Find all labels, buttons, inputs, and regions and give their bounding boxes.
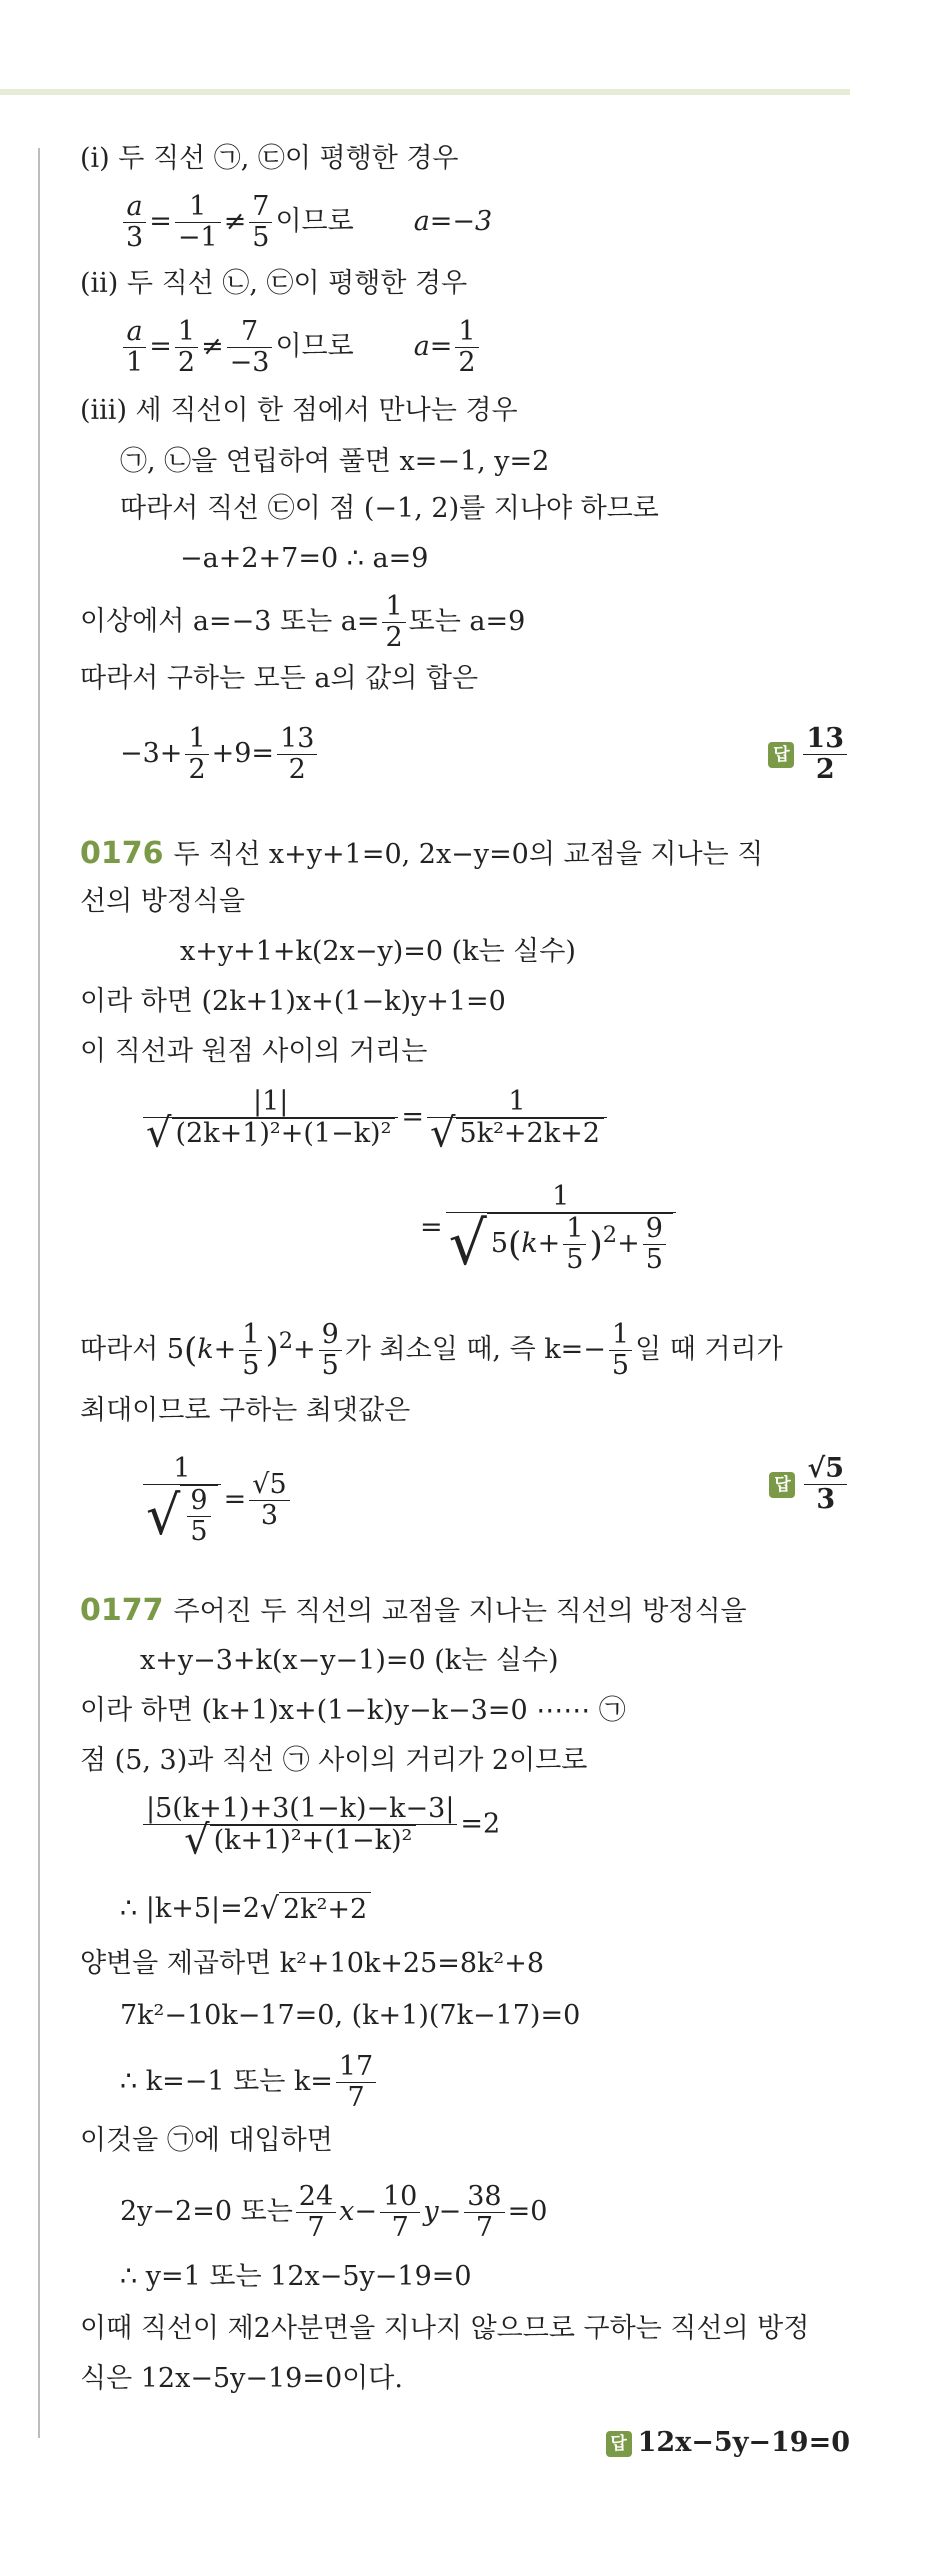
problem-0177-intro: 0177 주어진 두 직선의 교점을 지나는 직선의 방정식을 [80, 1593, 747, 1628]
case-1-heading: (ⅰ) 두 직선 ㉠, ㉢이 평행한 경우 [80, 143, 459, 174]
distance-equation: $\frac{|5(k+1)+3(1-k)-k-3|}{\text{√ (k+1)²+(1−k)²}}$ =2 [140, 1794, 500, 1856]
k-solution: ∴ k=−1 또는 k= $\frac{17}{7}$ [120, 2052, 379, 2113]
abs-equation: ∴ |k+5|=2√ 2k²+2 [120, 1892, 371, 1927]
max-intro: 최대이므로 구하는 최댓값은 [80, 1395, 411, 1426]
sum-intro: 따라서 구하는 모든 a의 값의 합은 [80, 663, 479, 694]
problem-0176-intro: 0176 두 직선 x+y+1=0, 2x−y=0의 교점을 지나는 직 [80, 836, 764, 871]
sum-equation: −3+ $\frac{1}{2}$ +9= $\frac{13}{2}$ [120, 724, 320, 785]
case-3-condition: 따라서 직선 ㉢이 점 (−1, 2)를 지나야 하므로 [120, 493, 659, 524]
substituted-eq: 2y−2=0 또는 $\frac{24}{7}$ x− $\frac{10}{7}$ y− $\frac{38}{7}$ =0 [120, 2181, 548, 2243]
min-condition: 따라서 5(k+ $\frac{1}{5}$ )$^2$+ $\frac{9}{5}$ 가 최소일 때, 즉 k=− $\frac{1}{5}$ 일 때 거리가 [80, 1319, 783, 1381]
answer-0175: 답 $\frac{13}{2}$ [768, 724, 850, 785]
summary-line: 이상에서 a=−3 또는 a= $\frac{1}{2}$ 또는 a=9 [80, 591, 526, 653]
top-accent-bar [0, 89, 850, 95]
line-family-eq: x+y+1+k(2x−y)=0 (k는 실수) [180, 936, 576, 967]
max-value: 1 √ $\frac{9}{5}$ = $\frac{√5}{3}$ [140, 1454, 293, 1547]
answer-badge: 답 [769, 1472, 795, 1498]
case-2-heading: (ⅱ) 두 직선 ㉡, ㉢이 평행한 경우 [80, 268, 468, 299]
case-3-solve: ㉠, ㉡을 연립하여 풀면 x=−1, y=2 [120, 446, 550, 477]
distance-condition: 점 (5, 3)과 직선 ㉠ 사이의 거리가 2이므로 [80, 1745, 588, 1776]
problem-0176-intro-2: 선의 방정식을 [80, 886, 246, 917]
answer-badge: 답 [768, 742, 794, 768]
left-margin-rule [38, 148, 40, 2438]
answer-0177: 답 12x−5y−19=0 [606, 2427, 850, 2458]
quadratic: 7k²−10k−17=0, (k+1)(7k−17)=0 [120, 2000, 581, 2031]
expanded-eq: 이라 하면 (2k+1)x+(1−k)y+1=0 [80, 986, 506, 1017]
case-2-equation: $\frac{a}{1}$ = $\frac{1}{2}$ ≠ $\frac{7}{-3}$ 이므로 a= $\frac{1}{2}$ [120, 317, 482, 378]
case-3-heading: (ⅲ) 세 직선이 한 점에서 만나는 경우 [80, 395, 518, 426]
case-1-equation: $\frac{a}{3}$ = $\frac{1}{-1}$ ≠ $\frac{7}{5}$ 이므로 a=−3 [120, 192, 492, 253]
conclusion-1: 이때 직선이 제2사분면을 지나지 않으므로 구하는 직선의 방정 [80, 2313, 810, 2344]
y-solution: ∴ y=1 또는 12x−5y−19=0 [120, 2261, 472, 2292]
problem-number-0177: 0177 [80, 1593, 164, 1628]
conclusion-2: 식은 12x−5y−19=0이다. [80, 2363, 403, 2394]
line-family-eq-2: x+y−3+k(x−y−1)=0 (k는 실수) [140, 1645, 559, 1676]
distance-formula-1: $\frac{|1|}{\text{√ (2k+1)²+(1−k)²}}$ = $\frac{1}{\text{√ 5k²+2k+2}}$ [140, 1087, 610, 1149]
substitute-intro: 이것을 ㉠에 대입하면 [80, 2125, 333, 2156]
distance-intro: 이 직선과 원점 사이의 거리는 [80, 1036, 428, 1067]
answer-badge: 답 [606, 2431, 632, 2457]
case-3-result: −a+2+7=0 ∴ a=9 [180, 543, 429, 574]
expanded-eq-2: 이라 하면 (k+1)x+(1−k)y−k−3=0 ⋯⋯ ㉠ [80, 1695, 626, 1726]
answer-0176: 답 $\frac{√5}{3}$ [769, 1454, 850, 1515]
distance-formula-2: = 1 √ 5(k+ $\frac{1}{5}$ )$^2$+ $\frac{9}{5}$ [420, 1182, 679, 1275]
square-both-sides: 양변을 제곱하면 k²+10k+25=8k²+8 [80, 1948, 545, 1979]
problem-number-0176: 0176 [80, 836, 164, 871]
